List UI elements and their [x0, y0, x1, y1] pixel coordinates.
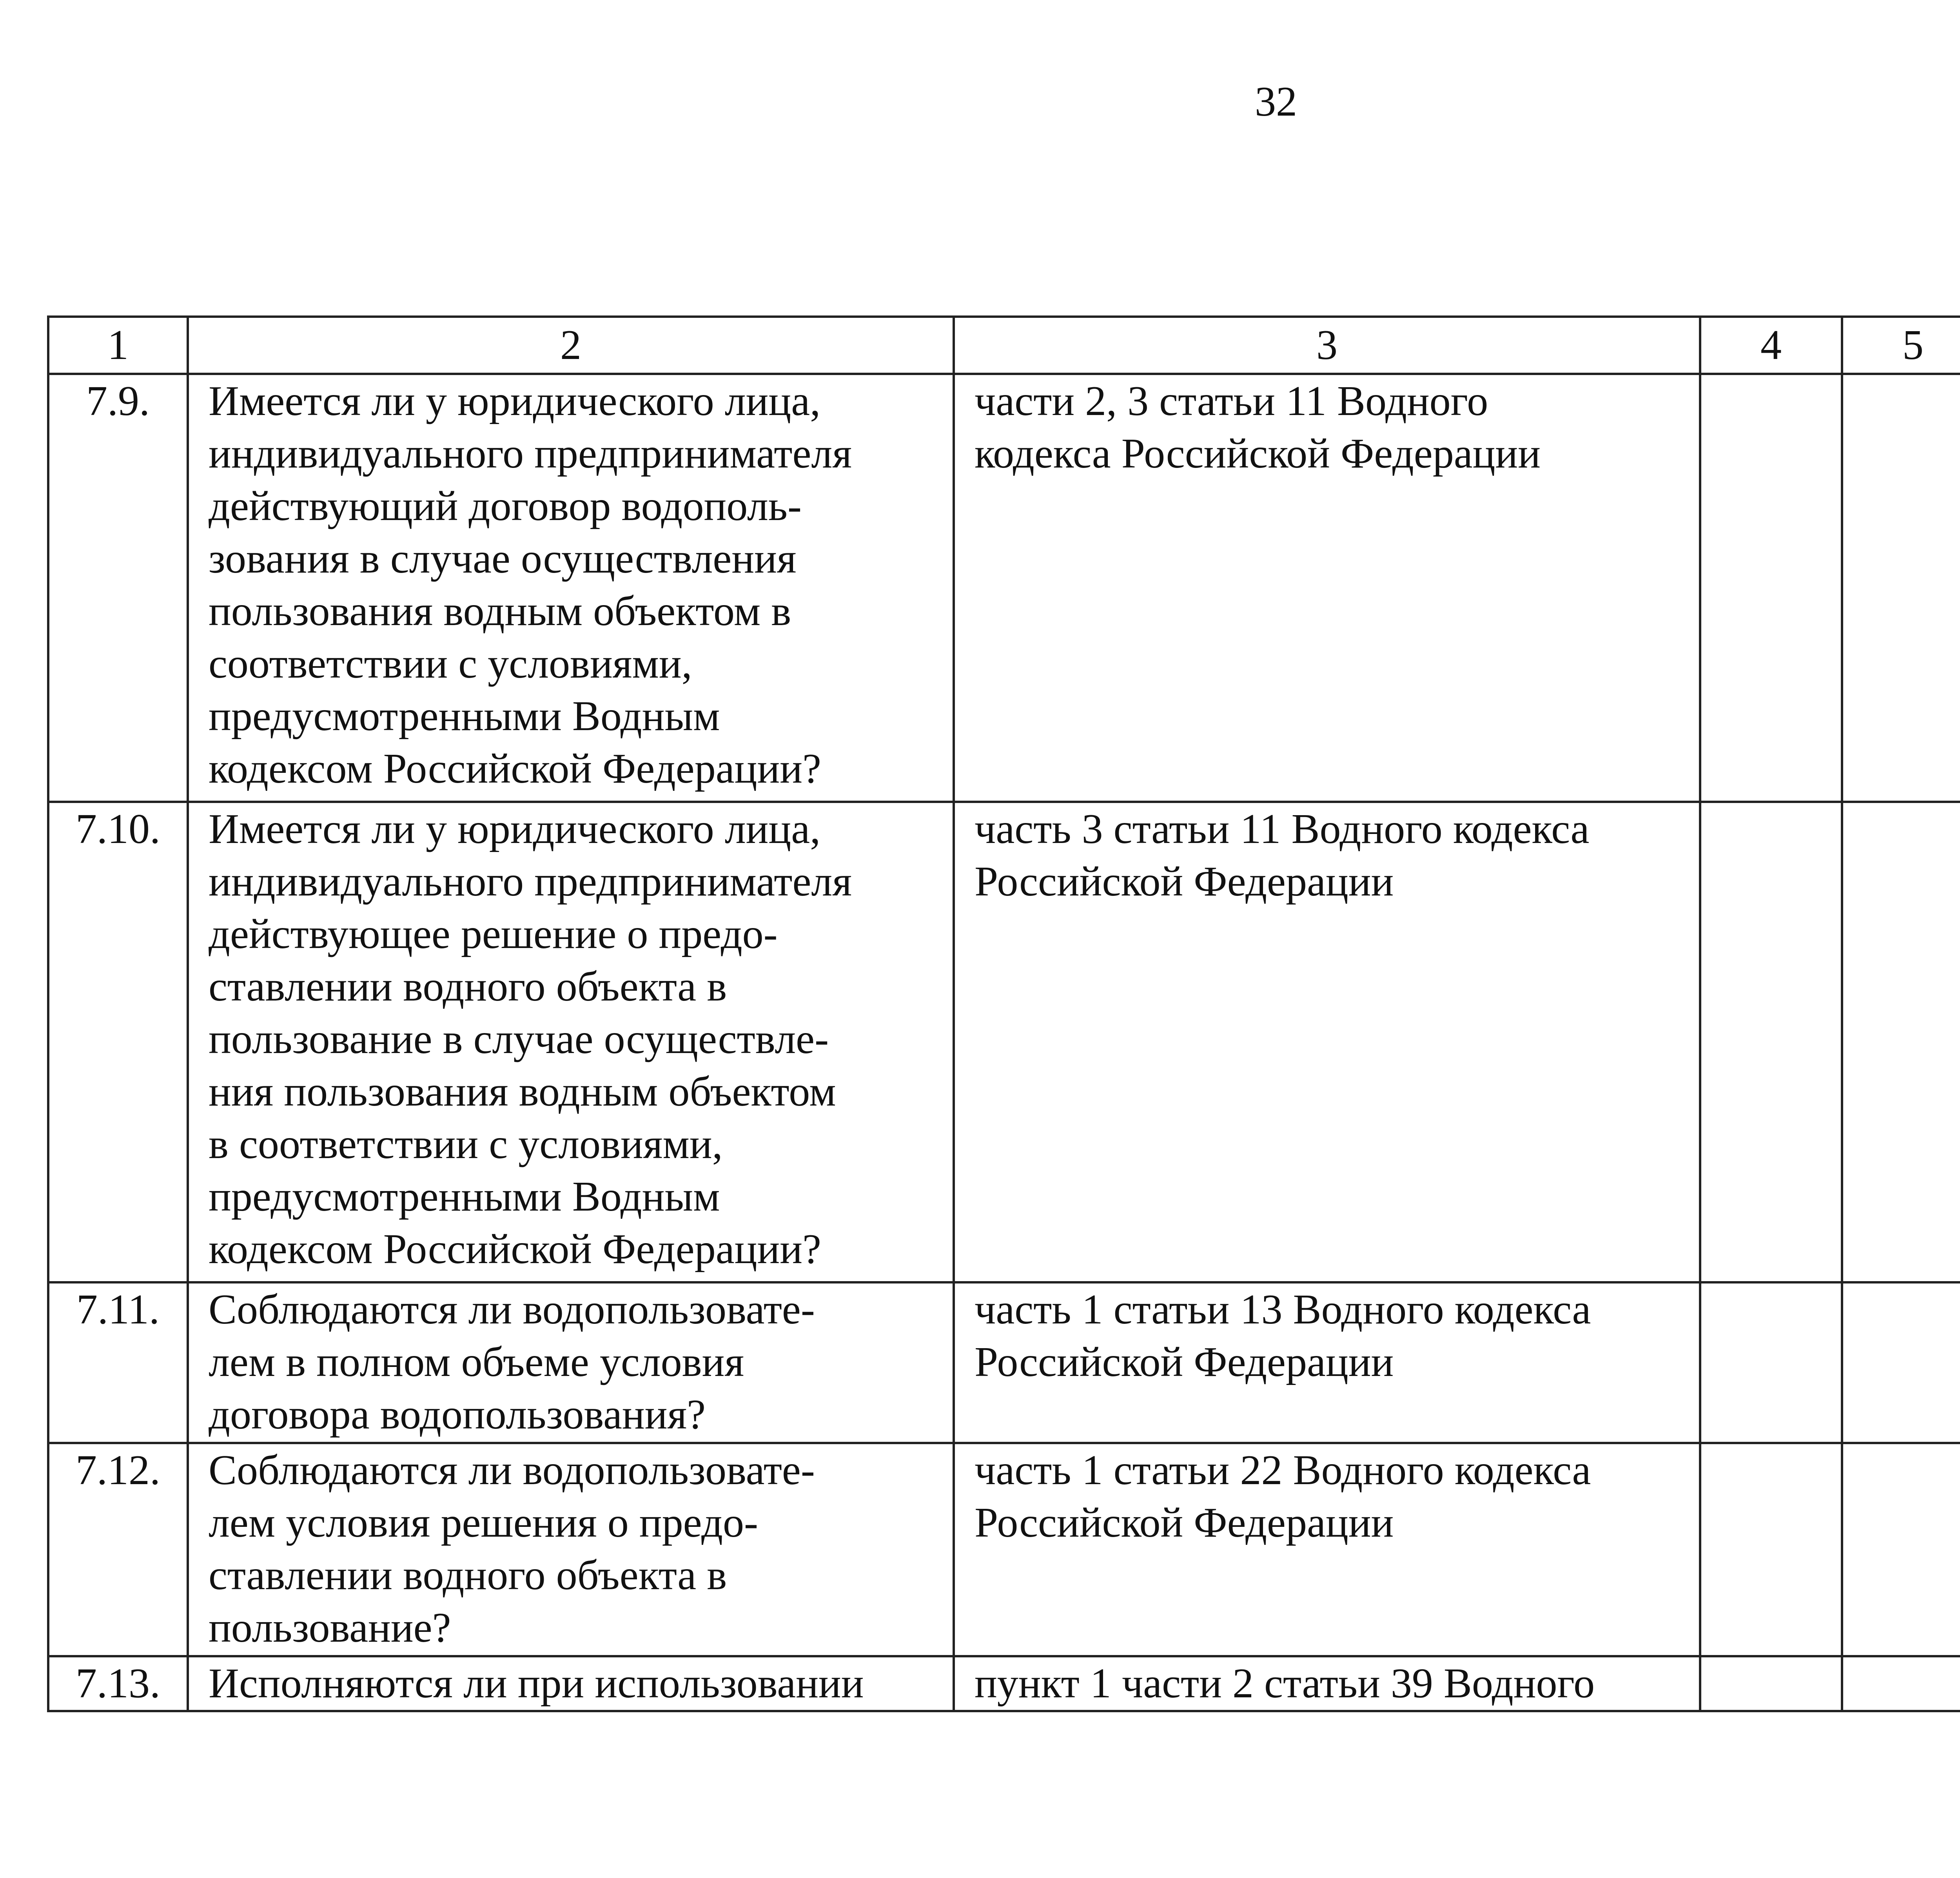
column-header-3: 3 [954, 317, 1700, 374]
question-cell [188, 1656, 954, 1711]
question-line: лем условия решения о предо- [209, 1499, 758, 1546]
reference-line: кодекса Российской Федерации [975, 430, 1541, 477]
table-row [48, 802, 1960, 1282]
table-row [48, 374, 1960, 802]
question-cell [188, 374, 954, 802]
question-line: Имеется ли у юридического лица, [209, 806, 821, 852]
row-number: 7.12. [76, 1447, 160, 1494]
question-cell [188, 802, 954, 1282]
reference-line: Российской Федерации [975, 858, 1394, 905]
row-number-cell [48, 374, 188, 802]
question-line: Соблюдаются ли водопользовате- [209, 1286, 815, 1333]
column-header-1: 1 [48, 317, 188, 374]
question-line: Имеется ли у юридического лица, [209, 378, 821, 424]
question-line: зования в случае осуществления [209, 535, 797, 582]
question-line: в соответствии с условиями, [209, 1121, 723, 1167]
reference-line: часть 1 статьи 13 Водного кодекса [975, 1286, 1591, 1333]
table-row [48, 1443, 1960, 1656]
empty-cell-col5 [1842, 802, 1960, 1282]
empty-cell-col5 [1842, 1656, 1960, 1711]
question-line: пользование в случае осуществле- [209, 1016, 829, 1062]
question-line: ния пользования водным объектом [209, 1068, 836, 1115]
question-line: Исполняются ли при использовании [209, 1660, 864, 1707]
reference-cell [954, 374, 1700, 802]
question-cell [188, 1443, 954, 1656]
reference-cell [954, 1282, 1700, 1443]
page-number: 32 [1255, 78, 1297, 125]
empty-cell-col5 [1842, 1443, 1960, 1656]
reference-line: часть 1 статьи 22 Водного кодекса [975, 1447, 1591, 1494]
empty-cell-col5 [1842, 1282, 1960, 1443]
row-number-cell [48, 1656, 188, 1711]
reference-cell [954, 1443, 1700, 1656]
question-line: индивидуального предпринимателя [209, 858, 852, 905]
question-line: лем в полном объеме условия [209, 1339, 744, 1385]
requirements-table [47, 315, 1960, 1712]
question-line: пользование? [209, 1604, 451, 1651]
row-number-cell [48, 1282, 188, 1443]
column-header-5: 5 [1842, 317, 1960, 374]
question-line: индивидуального предпринимателя [209, 430, 852, 477]
column-header-2: 2 [188, 317, 954, 374]
row-number-cell [48, 802, 188, 1282]
question-cell [188, 1282, 954, 1443]
reference-line: пункт 1 части 2 статьи 39 Водного [975, 1660, 1595, 1707]
question-line: ставлении водного объекта в [209, 1552, 727, 1599]
question-line: кодексом Российской Федерации? [209, 745, 821, 792]
empty-cell-col5 [1842, 374, 1960, 802]
question-line: предусмотренными Водным [209, 1173, 720, 1220]
table-row [48, 1656, 1960, 1711]
empty-cell-col4 [1700, 1282, 1842, 1443]
column-header-4: 4 [1700, 317, 1842, 374]
question-line: действующий договор водополь- [209, 483, 802, 529]
reference-line: Российской Федерации [975, 1499, 1394, 1546]
row-number-cell [48, 1443, 188, 1656]
column-header-row [48, 317, 1960, 374]
row-number: 7.9. [86, 378, 150, 424]
table-row [48, 1282, 1960, 1443]
empty-cell-col4 [1700, 1656, 1842, 1711]
empty-cell-col4 [1700, 802, 1842, 1282]
question-line: пользования водным объектом в [209, 588, 791, 634]
empty-cell-col4 [1700, 374, 1842, 802]
question-line: действующее решение о предо- [209, 911, 778, 957]
reference-line: часть 3 статьи 11 Водного кодекса [975, 806, 1590, 852]
question-line: предусмотренными Водным [209, 693, 720, 740]
reference-line: Российской Федерации [975, 1339, 1394, 1385]
question-line: ставлении водного объекта в [209, 963, 727, 1010]
question-line: кодексом Российской Федерации? [209, 1226, 821, 1273]
question-line: договора водопользования? [209, 1391, 706, 1438]
row-number: 7.11. [76, 1286, 160, 1333]
question-line: соответствии с условиями, [209, 640, 692, 687]
reference-cell [954, 802, 1700, 1282]
question-line: Соблюдаются ли водопользовате- [209, 1447, 815, 1494]
reference-line: части 2, 3 статьи 11 Водного [975, 378, 1488, 424]
row-number: 7.13. [76, 1660, 160, 1707]
row-number: 7.10. [76, 806, 160, 852]
reference-cell [954, 1656, 1700, 1711]
empty-cell-col4 [1700, 1443, 1842, 1656]
